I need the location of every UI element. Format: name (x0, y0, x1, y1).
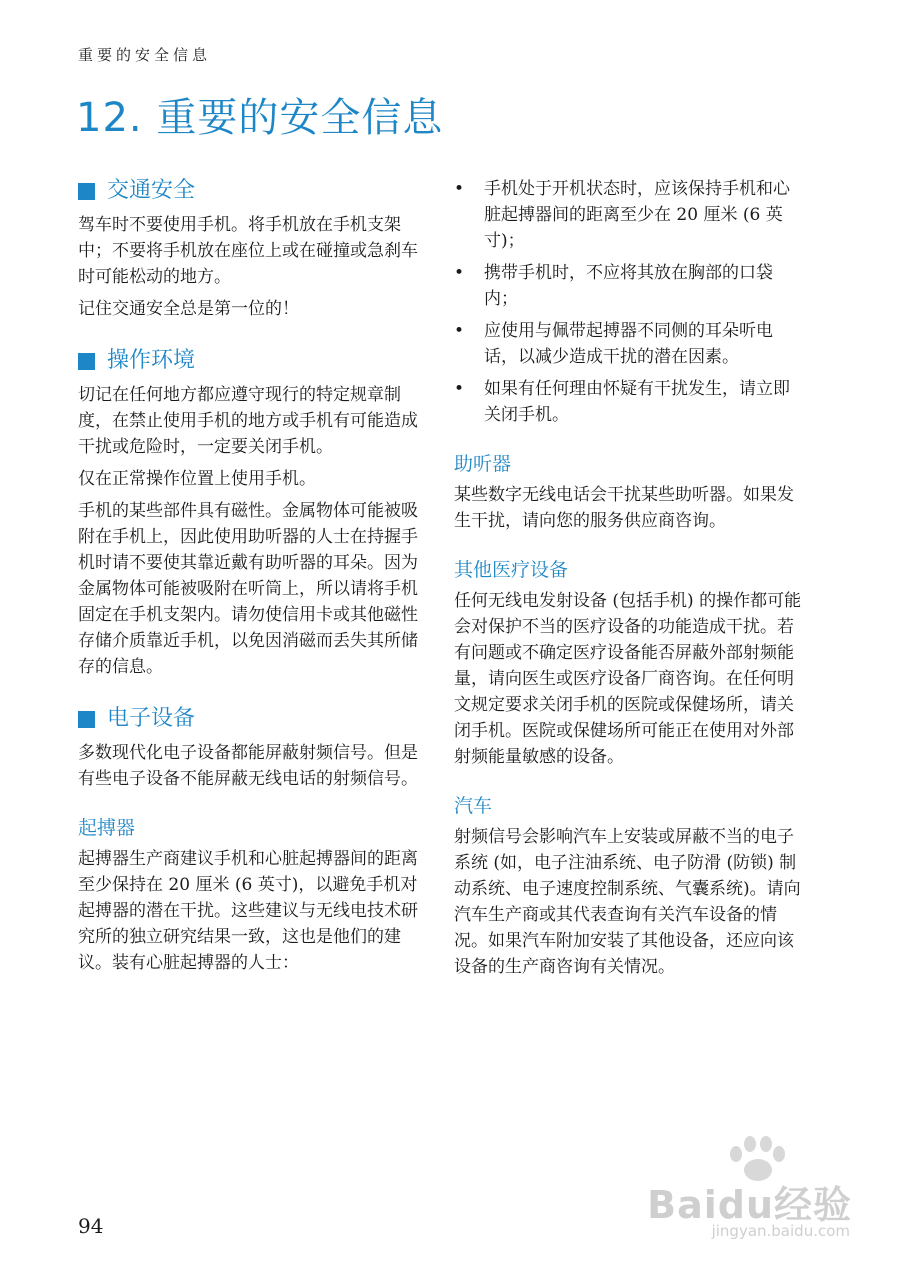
paragraph: 多数现代化电子设备都能屏蔽射频信号。但是有些电子设备不能屏蔽无线电话的射频信号。 (78, 743, 418, 789)
section-electronic-devices (78, 704, 418, 792)
paragraph: 任何无线电发射设备 (包括手机) 的操作都可能会对保护不当的医疗设备的功能造成干扰。若有问题或不确定医疗设备能否屏蔽外部射频能量，请向医生或医疗设备厂商咨询。在任何明文规定要求关闭手机的医院或保健场所，请关闭手机。医院或保健场所可能正在使用对外部射频能量敏感的设备。 (454, 591, 802, 767)
subsection-heading: 其他医疗设备 (454, 559, 569, 581)
list-item: • 携带手机时，不应将其放在胸部的口袋内； (454, 260, 804, 312)
list-item: • 手机处于开机状态时，应该保持手机和心脏起搏器间的距离至少在 20 厘米 (6 英寸)； (454, 176, 804, 254)
page-number: 94 (78, 1214, 104, 1238)
section-heading: 操作环境 (107, 348, 196, 373)
watermark-brand: Baidu经验 (647, 1183, 852, 1227)
right-column (454, 176, 804, 1004)
list-item: • 应使用与佩带起搏器不同侧的耳朵听电话，以减少造成干扰的潜在因素。 (454, 318, 804, 370)
square-bullet-icon (78, 353, 95, 370)
paragraph: 射频信号会影响汽车上安装或屏蔽不当的电子系统 (如，电子注油系统、电子防滑 (防锁) 制动系统、电子速度控制系统、气囊系统)。请向汽车生产商或其代表查询有关汽车设备的情况。如果汽车附加安装了其他设备，还应向该设备的生产商咨询有关情况。 (454, 827, 801, 977)
running-head: 重要的安全信息 (78, 46, 212, 64)
paragraph: 起搏器生产商建议手机和心脏起搏器间的距离至少保持在 20 厘米 (6 英寸)，以避免手机对起搏器的潜在干扰。这些建议与无线电技术研究所的独立研究结果一致，这也是他们的建议。装有心脏起搏器的人士： (78, 849, 418, 973)
section-hearing-aids (454, 450, 804, 534)
baidu-watermark (632, 1134, 852, 1244)
section-pacemakers (78, 814, 418, 976)
list-item: • 如果有任何理由怀疑有干扰发生，请立即关闭手机。 (454, 376, 804, 428)
subsection-heading: 助听器 (454, 453, 512, 475)
paragraph: 驾车时不要使用手机。将手机放在手机支架中；不要将手机放在座位上或在碰撞或急刹车时可能松动的地方。 (78, 215, 418, 287)
left-column (78, 176, 418, 1000)
section-vehicles (454, 792, 804, 980)
subsection-heading: 起搏器 (78, 817, 136, 839)
section-operating-environment (78, 346, 418, 680)
paragraph: 手机的某些部件具有磁性。金属物体可能被吸附在手机上，因此使用助听器的人士在持握手机时请不要使其靠近戴有助听器的耳朵。因为金属物体可能被吸附在听筒上，所以请将手机固定在手机支架内。请勿使信用卡或其他磁性存储介质靠近手机，以免因消磁而丢失其所储存的信息。 (78, 501, 418, 677)
square-bullet-icon (78, 711, 95, 728)
section-heading: 电子设备 (107, 706, 196, 731)
subsection-heading: 汽车 (454, 795, 493, 817)
paragraph: 切记在任何地方都应遵守现行的特定规章制度，在禁止使用手机的地方或手机有可能造成干扰或危险时，一定要关闭手机。 (78, 385, 418, 457)
section-traffic-safety (78, 176, 418, 322)
section-heading: 交通安全 (107, 178, 196, 203)
paragraph: 仅在正常操作位置上使用手机。 (78, 469, 316, 489)
pacemaker-bullet-list (454, 176, 804, 428)
section-other-medical-devices (454, 556, 804, 770)
square-bullet-icon (78, 183, 95, 200)
paragraph: 某些数字无线电话会干扰某些助听器。如果发生干扰，请向您的服务供应商咨询。 (454, 485, 794, 531)
chapter-title: 12. 重要的安全信息 (76, 95, 444, 141)
paragraph: 记住交通安全总是第一位的！ (78, 299, 299, 319)
watermark-url: jingyan.baidu.com (711, 1222, 850, 1240)
